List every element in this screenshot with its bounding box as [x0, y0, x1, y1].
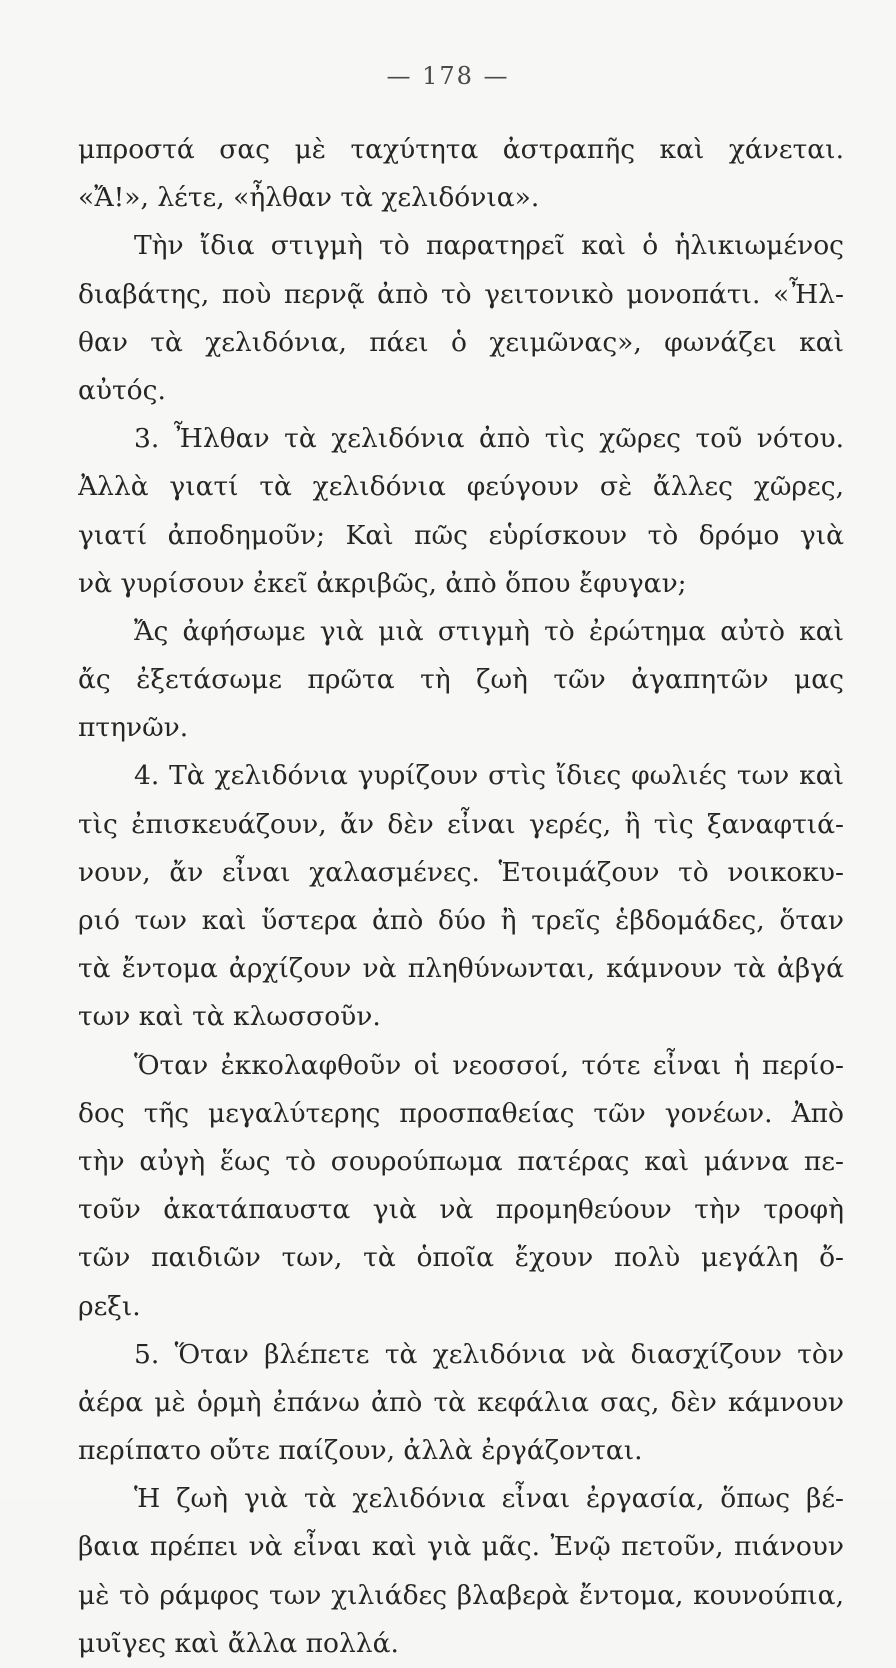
text-line: ἀέρα μὲ ὁρμὴ ἐπάνω ἀπὸ τὰ κεφάλια σας, δὲν κάμνουν	[78, 1386, 844, 1418]
text-line: τὴν αὐγὴ ἕως τὸ σουρούπωμα πατέρας καὶ μάννα πε-	[78, 1145, 844, 1177]
text-line: αὐτός.	[78, 374, 166, 406]
text-line: «Ἄ!», λέτε, «ἦλθαν τὰ χελιδόνια».	[78, 182, 540, 214]
page-number: — 178 —	[386, 62, 510, 90]
text-line: νουν, ἄν εἶναι χαλασμένες. Ἑτοιμάζουν τὸ νοικοκυ-	[78, 856, 844, 888]
text-line: θαν τὰ χελιδόνια, πάει ὁ χειμῶνας», φωνάζει καὶ	[78, 326, 844, 358]
text-line: Ἄς ἀφήσωμε γιὰ μιὰ στιγμὴ τὸ ἐρώτημα αὐτὸ καὶ	[134, 615, 844, 647]
text-line: Τὴν ἴδια στιγμὴ τὸ παρατηρεῖ καὶ ὁ ἡλικιωμένος	[134, 230, 844, 262]
text-line: ρεξι.	[78, 1290, 141, 1322]
text-line: 5. Ὅταν βλέπετε τὰ χελιδόνια νὰ διασχίζουν τὸν	[134, 1338, 844, 1370]
text-line: ριό των καὶ ὕστερα ἀπὸ δύο ἢ τρεῖς ἑβδομάδες, ὅταν	[78, 905, 844, 936]
text-line: Ὅταν ἐκκολαφθοῦν οἱ νεοσσοί, τότε εἶναι ἡ περίο-	[134, 1049, 844, 1081]
text-line: μυῖγες καὶ ἄλλα πολλά.	[78, 1627, 399, 1659]
text-line: βαια πρέπει νὰ εἶναι καὶ γιὰ μᾶς. Ἐνῷ πετοῦν, πιάνουν	[78, 1531, 844, 1563]
text-line: δος τῆς μεγαλύτερης προσπαθείας τῶν γονέων. Ἀπὸ	[78, 1097, 844, 1129]
text-line: τῶν παιδιῶν των, τὰ ὁποῖα ἔχουν πολὺ μεγάλη ὄ-	[78, 1242, 844, 1274]
body-text	[78, 126, 844, 1668]
text-line: περίπατο οὔτε παίζουν, ἀλλὰ ἐργάζονται.	[78, 1435, 643, 1467]
text-line: των καὶ τὰ κλωσσοῦν.	[78, 1001, 381, 1033]
text-line: διαβάτης, ποὺ περνᾷ ἀπὸ τὸ γειτονικὸ μονοπάτι. «Ἦλ-	[78, 278, 844, 310]
text-line: τὶς ἐπισκευάζουν, ἄν δὲν εἶναι γερές, ἢ τὶς ξαναφτιά-	[78, 808, 844, 840]
text-line: Ἀλλὰ γιατί τὰ χελιδόνια φεύγουν σὲ ἄλλες χῶρες,	[78, 471, 844, 503]
text-line: τὰ ἔντομα ἀρχίζουν νὰ πληθύνωνται, κάμνουν τὰ ἀβγά	[78, 953, 844, 985]
text-line: ἄς ἐξετάσωμε πρῶτα τὴ ζωὴ τῶν ἀγαπητῶν μας	[78, 664, 844, 696]
text-line: τοῦν ἀκατάπαυστα γιὰ νὰ προμηθεύουν τὴν τροφὴ	[78, 1194, 844, 1226]
text-line: μπροστά σας μὲ ταχύτητα ἀστραπῆς καὶ χάνεται.	[78, 134, 844, 165]
text-line: πτηνῶν.	[78, 712, 189, 744]
text-line: μὲ τὸ ράμφος των χιλιάδες βλαβερὰ ἔντομα, κουνούπια,	[78, 1579, 844, 1611]
text-line: Ἡ ζωὴ γιὰ τὰ χελιδόνια εἶναι ἐργασία, ὅπως βέ-	[134, 1483, 844, 1515]
text-line: νὰ γυρίσουν ἐκεῖ ἀκριβῶς, ἀπὸ ὅπου ἔφυγαν;	[78, 567, 687, 599]
text-line: 3. Ἦλθαν τὰ χελιδόνια ἀπὸ τὶς χῶρες τοῦ νότου.	[134, 423, 844, 455]
text-line: 4. Τὰ χελιδόνια γυρίζουν στὶς ἴδιες φωλιές των καὶ	[134, 760, 844, 792]
text-line: γιατί ἀποδημοῦν; Καὶ πῶς εὑρίσκουν τὸ δρόμο γιὰ	[78, 519, 844, 551]
